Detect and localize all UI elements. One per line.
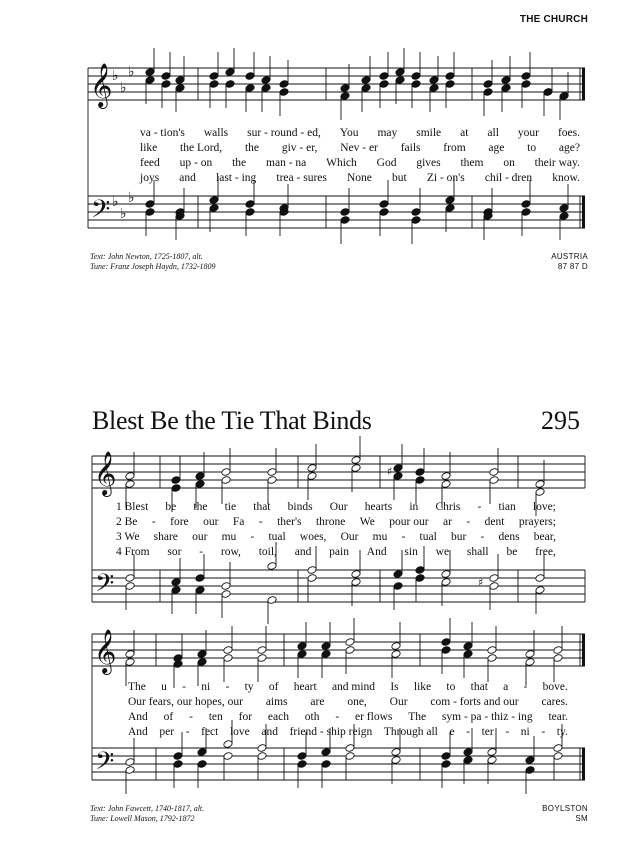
svg-text:♭: ♭ — [128, 190, 135, 206]
lyric-syllable: our — [203, 516, 219, 528]
lyric-syllable: that — [470, 681, 488, 693]
lyric-syllable: sin — [404, 546, 418, 558]
lyric-syllable: 1 Blest — [116, 501, 149, 513]
lyric-syllable: - — [466, 726, 470, 738]
lyric-syllable: share — [153, 531, 178, 543]
lyric-syllable: fect — [201, 726, 219, 738]
text-credit: Text: John Fawcett, 1740-1817, alt. — [90, 804, 205, 813]
lyric-syllable: and — [261, 726, 278, 738]
lyric-syllable: your — [517, 127, 539, 139]
lyric-syllable: - — [466, 516, 471, 528]
lyric-syllable: aims — [265, 696, 288, 708]
lyric-syllable: the Lord, — [180, 142, 223, 154]
hymn-number: 295 — [541, 406, 580, 435]
tune-credit: Tune: Lowell Mason, 1792-1872 — [90, 814, 195, 823]
svg-text:♯: ♯ — [478, 576, 484, 589]
lyric-syllable: Our fears, our hopes, our — [128, 696, 243, 708]
lyric-syllable: - — [199, 546, 204, 558]
hymn-lyrics-system2 — [128, 680, 568, 740]
lyric-syllable: Is — [390, 681, 399, 693]
lyric-syllable: but — [392, 172, 407, 184]
lyric-syllable: The — [408, 711, 427, 723]
lyric-syllable: tian — [498, 501, 516, 513]
lyric-syllable: shall — [466, 546, 489, 558]
lyric-syllable: sym - pa - thiz - ing — [441, 711, 533, 723]
lyric-syllable: - — [505, 726, 510, 738]
lyric-syllable: from — [443, 142, 466, 154]
lyric-syllable: bove. — [542, 681, 568, 693]
lyric-syllable: 3 We — [116, 531, 140, 543]
svg-text:𝄢: 𝄢 — [95, 747, 115, 782]
lyric-syllable: Chris — [435, 501, 461, 513]
lyric-syllable: oth — [304, 711, 320, 723]
lyric-syllable: and — [179, 172, 196, 184]
svg-text:𝄢: 𝄢 — [95, 569, 115, 604]
lyric-syllable: 2 Be — [116, 516, 138, 528]
lyric-syllable: at — [460, 127, 469, 139]
lyric-syllable: last - ing — [216, 172, 257, 184]
lyric-syllable: on — [503, 157, 515, 169]
lyric-syllable: tear. — [548, 711, 568, 723]
lyric-syllable: may — [377, 127, 398, 139]
lyric-syllable: the — [244, 142, 260, 154]
lyric-syllable: and — [294, 546, 312, 558]
lyric-syllable: e — [449, 726, 455, 738]
lyric-syllable: the — [232, 157, 247, 169]
lyric-syllable: - — [541, 726, 546, 738]
svg-text:𝄢: 𝄢 — [91, 195, 111, 230]
lyric-syllable: ni — [201, 681, 211, 693]
lyric-syllable: dens — [498, 531, 520, 543]
lyric-syllable: chil - dren — [484, 172, 533, 184]
lyric-syllable: sor — [167, 546, 182, 558]
lyric-syllable: bur — [450, 531, 467, 543]
hymn-credits — [90, 804, 204, 824]
lyric-syllable: man - na — [266, 157, 307, 169]
lyric-syllable: Which — [326, 157, 357, 169]
lyric-syllable: - — [401, 531, 406, 543]
lyric-syllable: tual — [268, 531, 286, 543]
lyric-syllable: free, — [535, 546, 556, 558]
lyric-syllable: - — [185, 726, 190, 738]
lyric-syllable: like — [140, 142, 158, 154]
lyric-syllable: a — [503, 681, 509, 693]
svg-text:♭: ♭ — [120, 80, 127, 96]
lyric-line — [128, 710, 568, 725]
lyric-syllable: be — [506, 546, 518, 558]
lyric-syllable: er flows — [354, 711, 393, 723]
lyric-syllable: mu — [221, 531, 237, 543]
tune-credit: Tune: Franz Joseph Haydn, 1732-1809 — [90, 262, 216, 271]
lyric-syllable: their way. — [534, 157, 580, 169]
lyric-line — [128, 680, 568, 695]
lyric-syllable: foes. — [557, 127, 580, 139]
section-label: THE CHURCH — [519, 14, 588, 25]
lyric-syllable: u — [161, 681, 167, 693]
lyric-line — [116, 500, 556, 515]
lyric-syllable: ther's — [277, 516, 302, 528]
lyric-syllable: smile — [416, 127, 442, 139]
lyric-syllable: that — [253, 501, 271, 513]
lyric-syllable: Nev - er — [340, 142, 378, 154]
lyric-syllable: toil, — [258, 546, 277, 558]
svg-text:𝄞: 𝄞 — [94, 451, 117, 495]
lyric-syllable: ni — [520, 726, 530, 738]
lyric-syllable: and mind — [331, 681, 376, 693]
lyric-syllable: And — [366, 546, 387, 558]
lyric-syllable: ty. — [556, 726, 568, 738]
svg-text:♭: ♭ — [112, 194, 119, 210]
lyric-syllable: fore — [170, 516, 189, 528]
lyric-syllable: fails — [400, 142, 421, 154]
lyric-syllable: The — [128, 681, 146, 693]
lyric-syllable: pour our — [389, 516, 429, 528]
lyric-syllable: ar — [443, 516, 452, 528]
svg-text:♭: ♭ — [120, 206, 127, 222]
lyric-syllable: 4 From — [116, 546, 150, 558]
lyric-syllable: dent — [484, 516, 505, 528]
lyric-syllable: Our — [389, 696, 408, 708]
lyric-syllable: - — [335, 711, 340, 723]
lyric-syllable: are — [310, 696, 325, 708]
lyric-syllable: ten — [208, 711, 223, 723]
lyric-syllable: - — [182, 681, 187, 693]
tune-name: AUSTRIA — [551, 252, 588, 261]
lyric-syllable: - — [523, 681, 528, 693]
lyric-syllable: God — [376, 157, 397, 169]
lyric-syllable: ter — [481, 726, 494, 738]
svg-text:𝄞: 𝄞 — [90, 63, 113, 107]
lyric-syllable: binds — [287, 501, 313, 513]
lyric-syllable: - — [151, 516, 156, 528]
lyric-syllable: giv - er, — [281, 142, 318, 154]
svg-text:♭: ♭ — [112, 68, 119, 84]
lyric-syllable: Our — [329, 501, 348, 513]
lyric-syllable: Fa — [232, 516, 245, 528]
lyric-syllable: We — [359, 516, 375, 528]
lyric-syllable: pain — [329, 546, 349, 558]
lyric-syllable: them — [460, 157, 484, 169]
lyric-syllable: know. — [552, 172, 580, 184]
lyric-syllable: woes, — [299, 531, 327, 543]
lyric-line — [128, 725, 568, 740]
lyric-syllable: friend - ship reign — [289, 726, 373, 738]
lyric-syllable: one, — [347, 696, 367, 708]
lyric-syllable: - — [189, 711, 193, 723]
lyric-syllable: to — [446, 681, 456, 693]
lyric-syllable: age? — [558, 142, 580, 154]
lyric-line — [116, 545, 556, 560]
svg-text:♭: ♭ — [128, 64, 135, 80]
lyric-syllable: tie — [224, 501, 237, 513]
lyric-syllable: each — [267, 711, 289, 723]
lyric-syllable: be — [165, 501, 177, 513]
lyric-syllable: - — [477, 501, 482, 513]
tune-name: BOYLSTON — [542, 804, 588, 813]
text-credit: Text: John Newton, 1725-1807, alt. — [90, 252, 203, 261]
lyric-syllable: our — [192, 531, 208, 543]
lyric-syllable: trea - sures — [276, 172, 327, 184]
lyric-syllable: age — [488, 142, 505, 154]
lyric-syllable: - — [480, 531, 485, 543]
lyric-syllable: tual — [419, 531, 437, 543]
lyric-syllable: we — [435, 546, 450, 558]
lyric-syllable: ty — [244, 681, 254, 693]
hymn-tune-info — [542, 804, 588, 824]
lyric-syllable: - — [250, 531, 255, 543]
lyric-syllable: You — [339, 127, 359, 139]
lyric-line — [116, 515, 556, 530]
lyric-syllable: - — [225, 681, 230, 693]
svg-text:𝄞: 𝄞 — [94, 629, 117, 673]
lyric-syllable: love — [229, 726, 250, 738]
lyric-syllable: sur - round - ed, — [247, 127, 321, 139]
lyric-line — [128, 695, 568, 710]
lyric-syllable: love; — [532, 501, 556, 513]
lyric-syllable: heart — [293, 681, 317, 693]
lyric-syllable: walls — [203, 127, 229, 139]
lyric-syllable: And — [128, 726, 148, 738]
lyric-syllable: row, — [220, 546, 241, 558]
lyric-syllable: like — [413, 681, 432, 693]
lyric-line — [116, 530, 556, 545]
svg-text:♯: ♯ — [387, 465, 393, 478]
lyric-syllable: None — [346, 172, 372, 184]
lyric-syllable: And — [128, 711, 148, 723]
lyric-syllable: prayers; — [518, 516, 556, 528]
meter: SM — [575, 814, 588, 823]
lyric-syllable: Through all — [383, 726, 438, 738]
lyric-syllable: joys — [140, 172, 160, 184]
lyric-syllable: throne — [315, 516, 346, 528]
lyric-syllable: per — [159, 726, 175, 738]
lyric-syllable: gives — [416, 157, 441, 169]
hymn-title: Blest Be the Tie That Binds — [92, 406, 372, 435]
lyric-syllable: in — [409, 501, 419, 513]
lyric-syllable: va - tion's — [140, 127, 185, 139]
hymn-lyrics-system1 — [116, 500, 556, 560]
lyric-syllable: Zi - on's — [426, 172, 465, 184]
lyric-syllable: all — [487, 127, 499, 139]
meter: 87 87 D — [557, 262, 588, 271]
lyric-syllable: hearts — [364, 501, 393, 513]
lyric-syllable: feed — [140, 157, 160, 169]
lyric-syllable: up - on — [179, 157, 213, 169]
lyric-syllable: com - forts and our — [430, 696, 519, 708]
lyric-syllable: - — [258, 516, 263, 528]
lyric-syllable: mu — [372, 531, 388, 543]
lyric-syllable: to — [527, 142, 537, 154]
lyric-syllable: the — [193, 501, 208, 513]
lyric-syllable: Our — [340, 531, 359, 543]
lyric-syllable: of — [163, 711, 174, 723]
lyric-syllable: bear, — [533, 531, 556, 543]
lyric-syllable: of — [268, 681, 279, 693]
lyric-syllable: cares. — [541, 696, 568, 708]
lyric-syllable: for — [238, 711, 253, 723]
